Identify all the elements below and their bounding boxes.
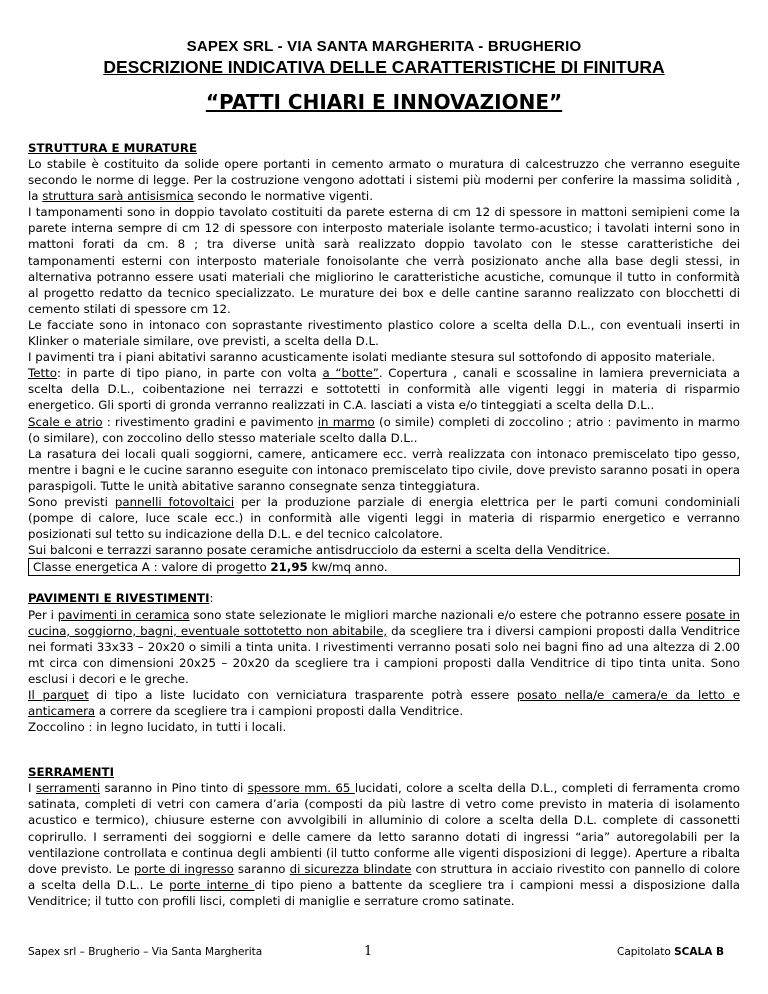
underlined-text: pannelli fotovoltaici (114, 494, 235, 509)
document-subtitle: DESCRIZIONE INDICATIVA DELLE CARATTERISTICHE DI FINITURA (103, 57, 665, 77)
paragraph-pavimenti-isolati: I pavimenti tra i piani abitativi saranno acusticamente isolati mediante stesura sul sottofondo di apposito materiale. (28, 350, 716, 365)
section-title-serramenti: SERRAMENTI (28, 765, 114, 780)
paragraph-serramenti (28, 780, 740, 909)
text: Per i (28, 607, 58, 622)
text: lucidati, colore a scelta della D.L., completi di ferramenta cromo satinata, completi di vetri con camera d’aria (composti da più lastre di vetro come previsto in materia di isolamento acustico e termico), chiusure esterne con avvolgibili in alluminio di colore a scelta della D.L. complete di cassonetti coprirullo. I serramenti dei soggiorni e delle camere da letto saranno dotati di ingressi “aria” autoregolabili per la ventilazione controllata e continua degli ambienti (il tutto conforme alle vigenti disposizioni di legge). Aperture a ribalta dove previsto. Le (28, 781, 741, 876)
text: kw/mq anno. (307, 560, 388, 575)
underlined-text: a “botte” (322, 366, 379, 381)
underlined-label: Tetto (28, 366, 57, 381)
underlined-text: porte interne (169, 877, 255, 892)
text: saranno in Pino tinto di (100, 781, 248, 796)
text: per la produzione parziale di energia elettrica per le parti comuni condominiali (pompe di calore, luce scale ecc.) in conformità alle vigenti leggi in materia di risparmio energetico e verranno posizionati sul tetto su indicazione della D.L. e del tecnico calcolatore. (28, 494, 741, 542)
energy-value: 21,95 (270, 560, 308, 575)
underlined-text: pavimenti in ceramica (57, 607, 190, 622)
paragraph-fotovoltaici (28, 494, 740, 542)
text: : rivestimento gradini e pavimento (102, 414, 318, 429)
paragraph-rasatura: La rasatura dei locali quali soggiorni, camere, anticamere ecc. verrà realizzata con intonaco premiscelato tipo gesso, mentre i bagni e le cucine saranno eseguite con intonaco premiscelato tipo civile, dove previsto saranno posati in opera paraspigoli. Tutte le unità abitative saranno consegnate senza tinteggiatura. (28, 446, 740, 493)
text: Lo stabile è costituito da solide opere portanti in cemento armato o muratura di calcestruzzo che verranno eseguite secondo le norme di legge. Per la costruzione vengono adottati i sistemi più moderni per conferire la massima solidità , la (28, 157, 740, 204)
text: a correre da scegliere tra i campioni proposti dalla Venditrice. (95, 704, 464, 719)
text: sono state selezionate le migliori marche nazionali e/o estere che potranno essere (189, 607, 686, 622)
section-title-struttura: STRUTTURA E MURATURE (28, 141, 198, 155)
paragraph-scale-atrio (28, 414, 740, 446)
underlined-text: in marmo (317, 414, 375, 429)
section-title-pavimenti-row (28, 590, 740, 606)
text: da scegliere tra i diversi campioni proposti dalla Venditrice nei formati 33x33 – 20x20 o simili a tinta unita. I rivestimenti verranno posati solo nei bagni fino ad una altezza di 2.00 mt circa con dimensioni 20x25 – 20x20 da scegliere tra i campioni proposti dalla Venditrice di tipo tinta unita. Sono esclusi i decori e le greche. (28, 623, 740, 686)
text: con struttura in acciaio rivestito con pannello di colore a scelta della D.L.. Le (28, 861, 740, 892)
document-body (28, 140, 740, 909)
text: di tipo a liste lucidato con verniciatura trasparente potrà essere (88, 688, 517, 702)
underlined-label: Scale e atrio (28, 414, 103, 429)
text: Capitolato (617, 946, 675, 958)
underlined-text: di sicurezza blindate (289, 861, 412, 876)
underlined-text: posate in cucina, soggiorno, bagni, eventuale sottotetto non abitabile, (28, 607, 740, 638)
text: saranno (233, 861, 290, 876)
paragraph-tamponamenti: I tamponamenti sono in doppio tavolato costituiti da parete esterna di cm 12 di spessore in mattoni semipieni come la parete interna sempre di cm 12 di spessore con interposto materiale isolante termo-acustico; i tavolati interni sono in mattoni forati da cm. 8 ; tra diverse unità sarà realizzato doppio tavolato con le stesse caratteristiche dei tamponamenti esterni con interposto materiale fonoisolante che verrà posizionato anche alla base degli stessi, in alternativa potranno essere usati materiali che migliorino le caratteristiche acustiche, comunque il tutto in conformità al progetto redatto da tecnico specializzato. Le murature dei box e delle cantine saranno realizzato con blocchetti di cemento stilati di spessore cm 12. (28, 205, 740, 316)
document-motto: “PATTI CHIARI E INNOVAZIONE” (205, 90, 563, 114)
text: di tipo pieno a battente da scegliere tra i campioni messi a disposizione dalla Venditrice; il tutto con profili lisci, completi di maniglie e serrature cromo satinate. (28, 877, 740, 908)
paragraph-balconi: Sui balconi e terrazzi saranno posate ceramiche antisdrucciolo da esterni a scelta della Venditrice. (28, 543, 610, 558)
text: Sono previsti (28, 494, 115, 509)
section-title-pavimenti: PAVIMENTI E RIVESTIMENTI (28, 591, 210, 606)
underlined-text: serramenti (35, 781, 101, 796)
text: Classe energetica A : valore di progetto (33, 560, 271, 575)
underlined-text: Il parquet (28, 688, 89, 702)
paragraph-parquet (28, 687, 740, 719)
page-number: 1 (364, 944, 373, 959)
energy-class-box (28, 558, 740, 576)
paragraph-pavimenti-ceramica (28, 607, 740, 687)
paragraph-zoccolino: Zoccolino : in legno lucidato, in tutti i locali. (28, 720, 287, 735)
underlined-text: posato nella/e camera/e da letto e anticamera (28, 688, 740, 719)
underlined-text: spessore mm. 65 (247, 781, 355, 796)
underlined-text: porte di ingresso (133, 861, 234, 876)
paragraph-struttura-intro (28, 156, 740, 204)
paragraph-facciate: Le facciate sono in intonaco con soprastante rivestimento plastico colore a scelta della D.L., con eventuali inserti in Klinker o materiale similare, ove previsti, a scelta della D.L. (28, 317, 740, 349)
company-header: SAPEX SRL - VIA SANTA MARGHERITA - BRUGHERIO (186, 38, 582, 55)
text: I (28, 781, 36, 796)
text: : (209, 591, 214, 606)
underlined-text: struttura sarà antisismica (42, 189, 194, 204)
text: secondo le normative vigenti. (193, 189, 373, 204)
footer-right-text (617, 946, 724, 958)
footer-scala-label: SCALA B (674, 946, 724, 958)
footer-left-text: Sapex srl – Brugherio – Via Santa Margherita (28, 946, 263, 958)
text: . Copertura , canali e scossaline in lamiera preverniciata a scelta della D.L., coibentazione nei terrazzi e sottotetti in conformità alle vigenti leggi in materia di risparmio energetico. Gli sporti di gronda verranno realizzati in C.A. lasciati a vista e/o tinteggiati a scelta della D.L.. (28, 366, 741, 413)
paragraph-tetto (28, 365, 740, 413)
text: (o simile) completi di zoccolino ; atrio : pavimento in marmo (o similare), con zoccolino dello stesso materiale scelto dalla D.L.. (28, 414, 740, 445)
page-footer (28, 944, 740, 960)
text: : in parte di tipo piano, in parte con volta (56, 366, 323, 381)
